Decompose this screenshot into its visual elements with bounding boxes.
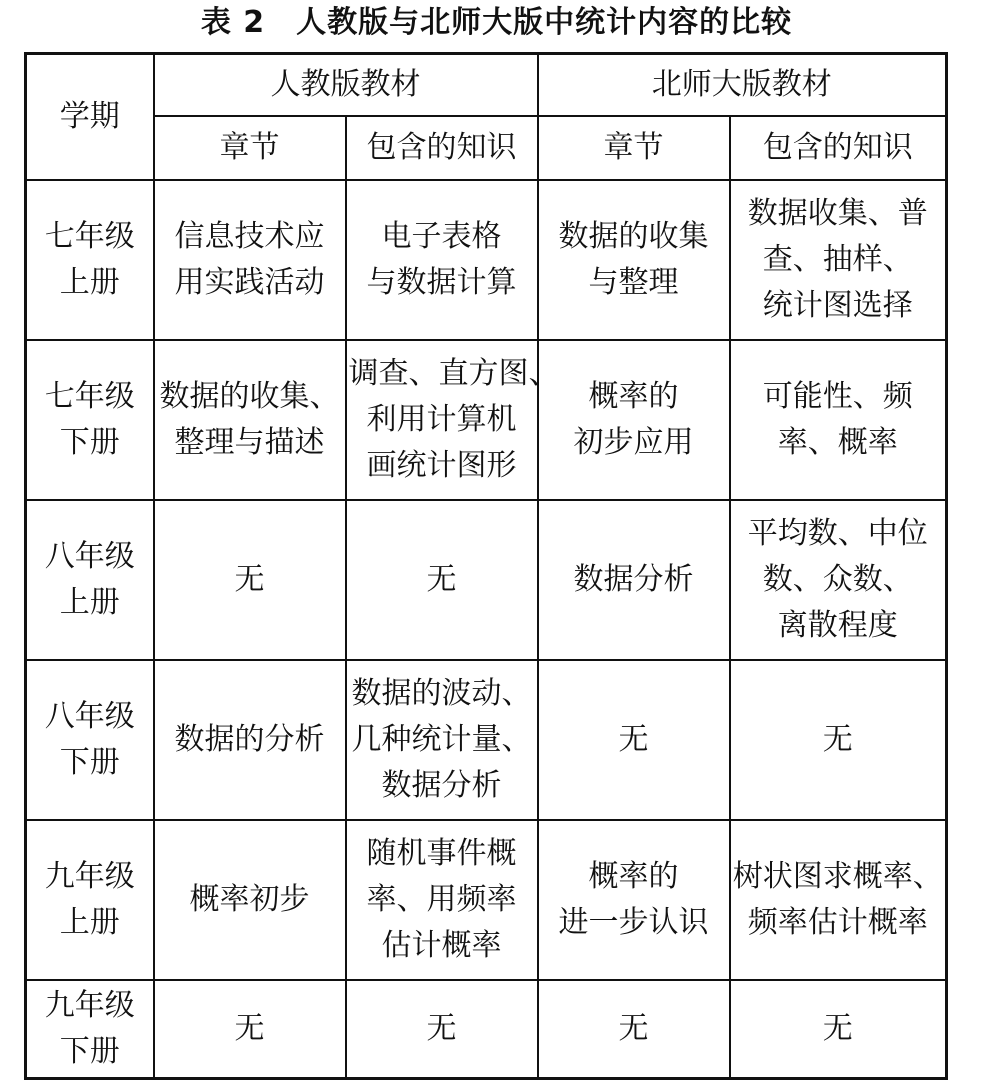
semester-line: 上册 bbox=[59, 905, 120, 941]
bnu-chapter-cell bbox=[538, 820, 730, 980]
cell-line: 数据的收集 bbox=[558, 218, 709, 254]
cell-line: 率、用频率 bbox=[366, 882, 517, 918]
cell-line: 与整理 bbox=[588, 264, 679, 300]
bnu-chapter-cell bbox=[538, 180, 730, 340]
semester-line: 九年级 bbox=[44, 988, 135, 1024]
semester-line: 下册 bbox=[59, 745, 120, 781]
cell-line: 画统计图形 bbox=[366, 447, 517, 483]
pep-chapter-cell bbox=[154, 500, 346, 660]
cell-line: 进一步认识 bbox=[558, 905, 709, 941]
pep-knowledge-cell bbox=[346, 500, 538, 660]
semester-cell bbox=[26, 980, 154, 1078]
cell-line: 用实践活动 bbox=[174, 264, 325, 300]
cell-line: 几种统计量、 bbox=[351, 722, 532, 758]
cell-line: 调查、直方图、 bbox=[348, 355, 559, 391]
cell-line: 电子表格 bbox=[381, 218, 502, 254]
semester-line: 九年级 bbox=[44, 859, 135, 895]
bnu-chapter-cell bbox=[538, 980, 730, 1078]
bnu-knowledge-cell bbox=[730, 180, 947, 340]
bnu-chapter-cell bbox=[538, 500, 730, 660]
pep-chapter-cell bbox=[154, 180, 346, 340]
cell-line: 树状图求概率、 bbox=[732, 859, 943, 895]
semester-cell bbox=[26, 820, 154, 980]
cell-line: 统计图选择 bbox=[762, 287, 913, 323]
bnu-knowledge-cell bbox=[730, 980, 947, 1078]
cell-line: 整理与描述 bbox=[174, 424, 325, 460]
cell-line: 估计概率 bbox=[381, 928, 502, 964]
cell-line: 无 bbox=[234, 1011, 265, 1047]
sub-header-row bbox=[26, 116, 947, 180]
cell-line: 概率初步 bbox=[189, 882, 310, 918]
cell-line: 信息技术应 bbox=[174, 218, 325, 254]
cell-line: 可能性、频 bbox=[762, 378, 913, 414]
cell-line: 离散程度 bbox=[777, 608, 898, 643]
pep-knowledge-cell bbox=[346, 180, 538, 340]
edition-header-row bbox=[26, 54, 947, 116]
semester-line: 七年级 bbox=[44, 378, 135, 414]
bnu-knowledge-cell bbox=[730, 340, 947, 500]
semester-cell bbox=[26, 500, 154, 660]
cell-line: 数据的收集、 bbox=[159, 378, 340, 414]
bnu-knowledge-cell bbox=[730, 500, 947, 660]
cell-line: 数据的分析 bbox=[174, 722, 325, 758]
cell-line: 无 bbox=[822, 722, 853, 758]
sub-header-knowledge: 包含的知识 bbox=[730, 116, 947, 180]
semester-cell bbox=[26, 180, 154, 340]
cell-line: 概率的 bbox=[588, 859, 679, 895]
cell-line: 数据分析 bbox=[573, 562, 694, 597]
cell-line: 与数据计算 bbox=[366, 264, 517, 300]
semester-line: 上册 bbox=[59, 264, 120, 300]
sub-header-chapter: 章节 bbox=[154, 116, 346, 180]
cell-line: 数据分析 bbox=[381, 768, 502, 804]
cell-line: 无 bbox=[618, 722, 649, 758]
semester-line: 下册 bbox=[59, 1034, 120, 1070]
pep-chapter-cell bbox=[154, 980, 346, 1078]
table-row bbox=[26, 500, 947, 660]
pep-chapter-cell bbox=[154, 820, 346, 980]
cell-line: 数据的波动、 bbox=[351, 676, 532, 712]
cell-line: 无 bbox=[234, 562, 265, 597]
bnu-chapter-cell bbox=[538, 660, 730, 820]
cell-line: 概率的 bbox=[588, 378, 679, 414]
edition-header-bnu: 北师大版教材 bbox=[538, 54, 947, 116]
pep-knowledge-cell bbox=[346, 340, 559, 500]
table-row bbox=[26, 980, 947, 1078]
cell-line: 数、众数、 bbox=[762, 562, 913, 597]
cell-line: 无 bbox=[822, 1011, 853, 1047]
table-row bbox=[26, 180, 947, 340]
semester-cell bbox=[26, 340, 154, 500]
cell-line: 初步应用 bbox=[573, 424, 694, 460]
semester-cell bbox=[26, 660, 154, 820]
table-row bbox=[26, 340, 947, 500]
cell-line: 无 bbox=[618, 1011, 649, 1047]
comparison-table bbox=[24, 52, 948, 1080]
pep-chapter-cell bbox=[154, 660, 346, 820]
semester-line: 七年级 bbox=[44, 218, 135, 254]
cell-line: 数据收集、普 bbox=[747, 195, 928, 231]
semester-line: 八年级 bbox=[44, 699, 135, 735]
semester-line: 八年级 bbox=[44, 539, 135, 574]
sub-header-knowledge: 包含的知识 bbox=[346, 116, 538, 180]
sub-header-chapter: 章节 bbox=[538, 116, 730, 180]
cell-line: 查、抽样、 bbox=[762, 241, 913, 277]
bnu-knowledge-cell bbox=[730, 820, 947, 980]
cell-line: 利用计算机 bbox=[366, 401, 517, 437]
pep-knowledge-cell bbox=[346, 660, 538, 820]
bnu-knowledge-cell bbox=[730, 660, 947, 820]
semester-line: 上册 bbox=[59, 585, 120, 620]
table-row bbox=[26, 820, 947, 980]
pep-knowledge-cell bbox=[346, 980, 538, 1078]
cell-line: 无 bbox=[426, 1011, 457, 1047]
pep-chapter-cell bbox=[154, 340, 346, 500]
cell-line: 平均数、中位 bbox=[747, 516, 928, 551]
table-row bbox=[26, 660, 947, 820]
cell-line: 率、概率 bbox=[777, 424, 898, 460]
edition-header-pep: 人教版教材 bbox=[154, 54, 538, 116]
cell-line: 无 bbox=[426, 562, 457, 597]
semester-line: 下册 bbox=[59, 424, 120, 460]
table-caption: 表 2 人教版与北师大版中统计内容的比较 bbox=[200, 5, 793, 40]
cell-line: 频率估计概率 bbox=[747, 905, 928, 941]
semester-header: 学期 bbox=[26, 54, 154, 180]
pep-knowledge-cell bbox=[346, 820, 538, 980]
bnu-chapter-cell bbox=[538, 340, 730, 500]
cell-line: 随机事件概 bbox=[366, 836, 517, 872]
